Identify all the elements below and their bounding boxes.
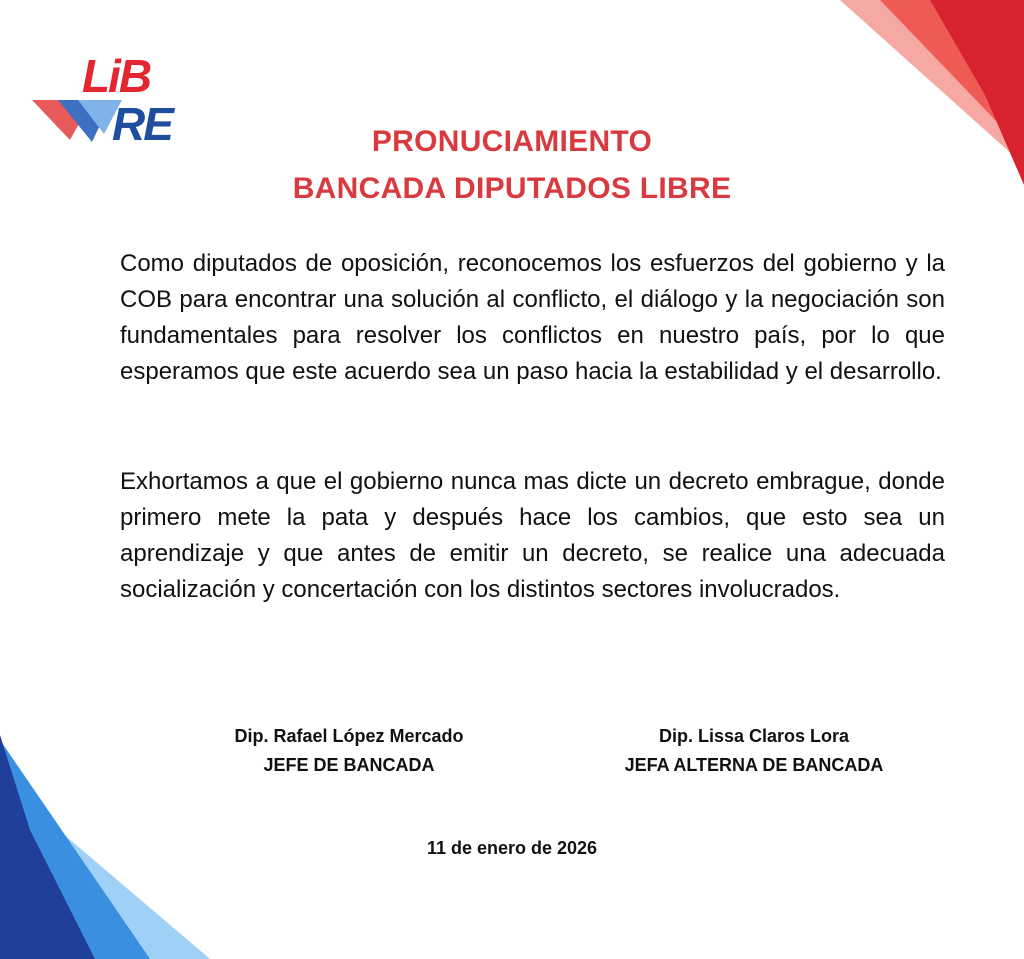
signature-block-left <box>179 722 519 780</box>
body-paragraph: Exhortamos a que el gobierno nunca mas dicte un decreto embrague, donde primero mete la pata y después hace los cambios, que esto sea un aprendizaje y que antes de emitir un decreto, se realice una adecuada socialización y concertación con los distintos sectores involucrados. <box>120 468 945 603</box>
logo-text-top: LiB <box>82 50 151 102</box>
signature-block-right <box>584 722 924 780</box>
signer-role: JEFA ALTERNA DE BANCADA <box>624 755 884 775</box>
signer-name: Dip. Rafael López Mercado <box>234 726 464 746</box>
document-date: 11 de enero de 2026 <box>426 838 598 858</box>
document-subtitle: BANCADA DIPUTADOS LIBRE <box>292 172 732 205</box>
signer-name: Dip. Lissa Claros Lora <box>658 726 850 746</box>
logo-text-bottom: RE <box>112 98 172 148</box>
signer-role: JEFE DE BANCADA <box>263 755 435 775</box>
document-title: PRONUCIAMIENTO <box>371 125 653 158</box>
body-paragraph: Como diputados de oposición, reconocemos los esfuerzos del gobierno y la COB para encontrar una solución al conflicto, el diálogo y la negociación son fundamentales para resolver los conflictos en nuestro país, por lo que esperamos que este acuerdo sea un paso hacia la estabilidad y el desarrollo. <box>120 250 945 385</box>
